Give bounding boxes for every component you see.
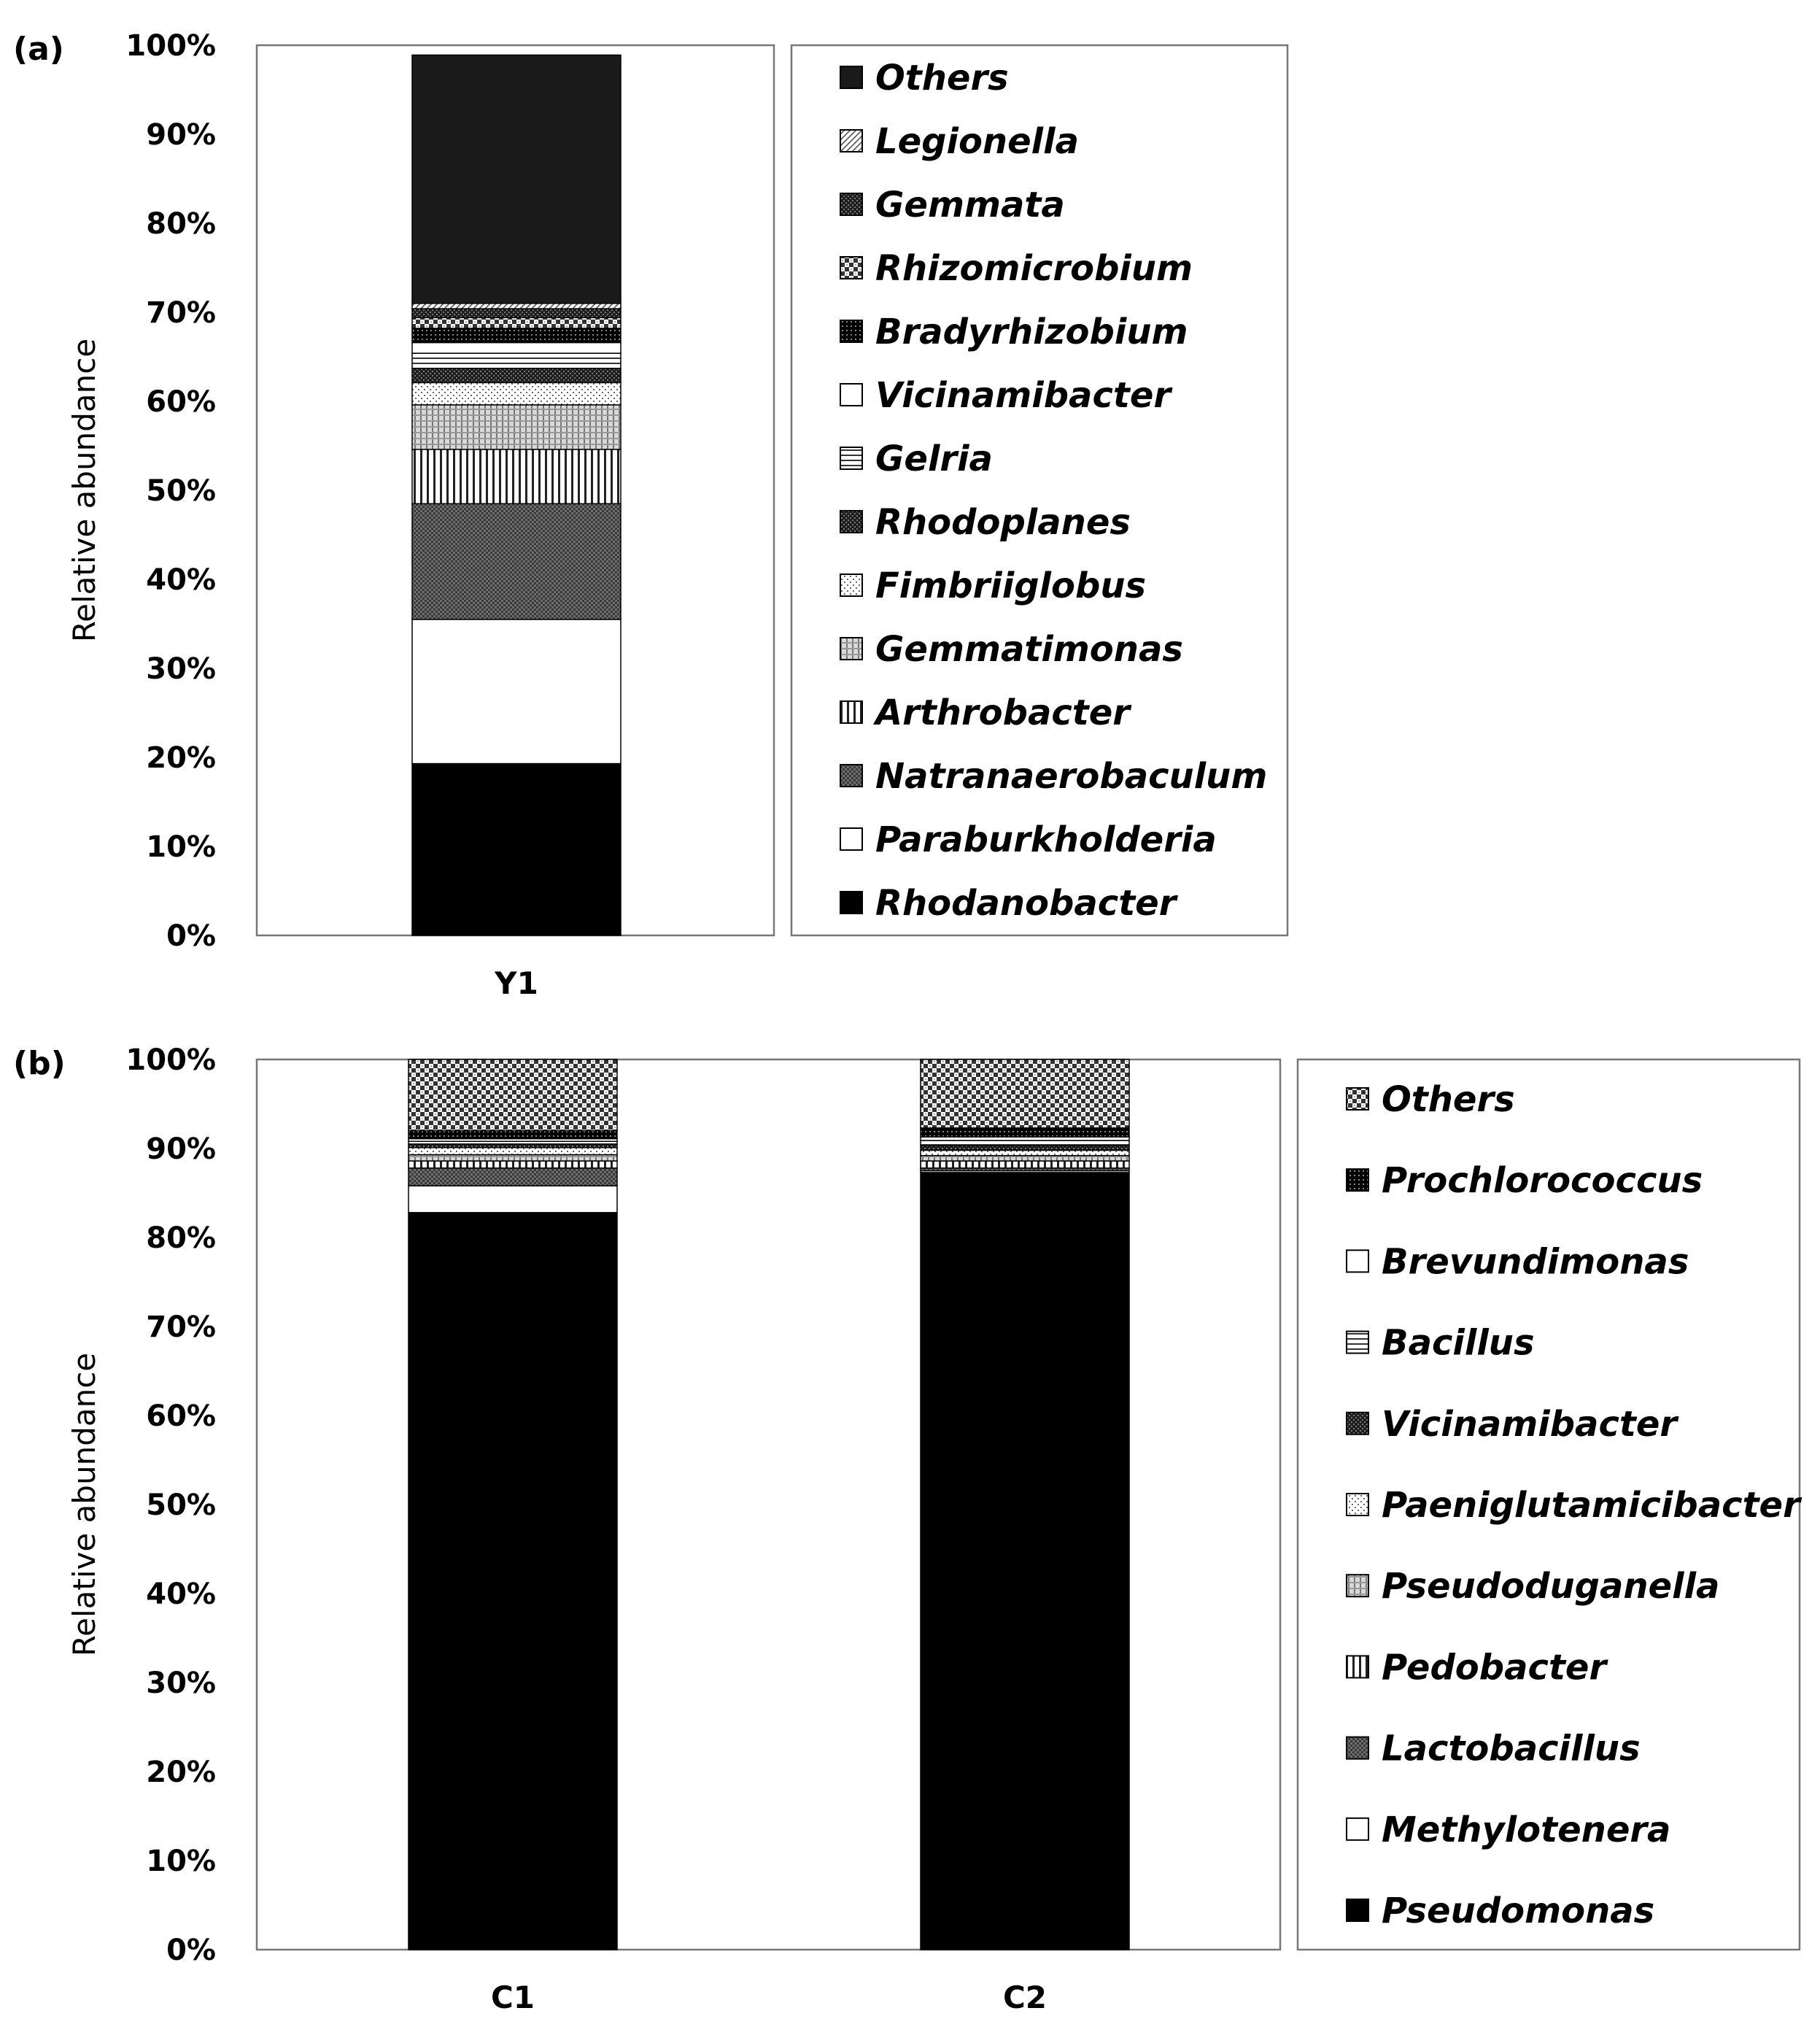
legend-label-gemmata: Gemmata (875, 185, 1065, 225)
legend-label-prochlorococcus: Prochlorococcus (1382, 1160, 1703, 1202)
y-tick-label: 20% (146, 1756, 216, 1789)
bar-segment-pseudoduganella (408, 1155, 617, 1162)
y-axis-label-a: Relative abundance (66, 338, 102, 643)
bar-segment-natranaerobaculum (412, 503, 621, 619)
legend-label-brevundimonas: Brevundimonas (1382, 1241, 1689, 1283)
y-tick-label: 30% (146, 1667, 216, 1700)
y-tick-label: 90% (146, 1132, 216, 1166)
legend-swatch-paeniglutamicibacter (1347, 1494, 1368, 1515)
bar-segment-fimbriiglobus (412, 382, 621, 405)
legend-swatch-others (840, 66, 862, 88)
bar-segment-others (921, 1059, 1129, 1128)
legend-label-pedobacter: Pedobacter (1382, 1647, 1607, 1688)
categories-a (494, 965, 538, 1001)
legend-swatch-methylotenera (1347, 1818, 1368, 1840)
legend-label-natranaerobaculum: Natranaerobaculum (875, 756, 1268, 797)
y-ticks-b (125, 1043, 216, 1967)
legend-swatch-legionella (840, 130, 862, 152)
bar-segment-lactobacillus (408, 1168, 617, 1186)
bar-segment-pedobacter (921, 1161, 1129, 1168)
categories-b (491, 1980, 1047, 2015)
legend-swatch-vicinamibacter (1347, 1413, 1368, 1434)
legend-swatch-vicinamibacter (840, 384, 862, 406)
legend-label-vicinamibacter: Vicinamibacter (875, 375, 1172, 416)
legend-swatch-rhizomicrobium (840, 257, 862, 279)
y-tick-label: 0% (166, 919, 216, 953)
bar-segment-rhodanobacter (412, 764, 621, 935)
y-tick-label: 80% (146, 207, 216, 241)
legend-swatch-others (1347, 1088, 1368, 1110)
bar-segment-prochlorococcus (408, 1131, 617, 1139)
category-label: C1 (490, 1980, 535, 2015)
legend-swatch-pseudoduganella (1347, 1575, 1368, 1596)
bar-segment-legionella (412, 304, 621, 309)
y-tick-label: 60% (146, 1399, 216, 1433)
legend-swatch-bacillus (1347, 1332, 1368, 1354)
bar-segment-gelria (412, 353, 621, 368)
panel-label-a: (a) (13, 31, 64, 68)
bar-segment-paraburkholderia (412, 619, 621, 764)
legend-label-gemmatimonas: Gemmatimonas (875, 629, 1183, 670)
legend-label-bradyrhizobium: Bradyrhizobium (875, 312, 1188, 352)
bars-a (412, 55, 621, 935)
legend-label-arthrobacter: Arthrobacter (875, 692, 1130, 733)
legend-label-pseudoduganella: Pseudoduganella (1382, 1566, 1720, 1607)
bar-segment-rhodoplanes (412, 368, 621, 383)
legend-label-vicinamibacter: Vicinamibacter (1382, 1403, 1678, 1445)
legend-swatch-gemmatimonas (840, 638, 862, 660)
legend-swatch-pseudomonas (1347, 1899, 1368, 1921)
bar-segment-others (412, 55, 621, 303)
legend-label-paraburkholderia: Paraburkholderia (875, 819, 1217, 860)
legend-label-lactobacillus: Lactobacillus (1382, 1728, 1641, 1769)
bar-segment-paeniglutamicibacter (408, 1148, 617, 1155)
panel-b (13, 1043, 1802, 2015)
y-tick-label: 60% (146, 385, 216, 419)
y-tick-label: 70% (146, 296, 216, 330)
legend-label-paeniglutamicibacter: Paeniglutamicibacter (1382, 1485, 1800, 1526)
legend-label-fimbriiglobus: Fimbriiglobus (875, 565, 1147, 606)
legend-label-bacillus: Bacillus (1382, 1322, 1535, 1364)
y-tick-label: 50% (146, 474, 216, 508)
bar-segment-pseudomonas (921, 1173, 1129, 1950)
bar-segment-gemmata (412, 309, 621, 317)
bar-segment-gemmatimonas (412, 405, 621, 449)
legend-swatch-pedobacter (1347, 1656, 1368, 1677)
legend-label-rhodanobacter: Rhodanobacter (875, 883, 1177, 924)
legend-label-others: Others (1382, 1079, 1515, 1120)
legend-swatch-rhodanobacter (840, 892, 862, 914)
legend-swatch-fimbriiglobus (840, 574, 862, 596)
legend-label-rhodoplanes: Rhodoplanes (875, 502, 1131, 543)
y-tick-label: 100% (125, 1043, 216, 1077)
bar-segment-bacillus (921, 1140, 1129, 1146)
bar-segment-pseudoduganella (921, 1156, 1129, 1161)
y-tick-label: 30% (146, 652, 216, 686)
y-tick-label: 100% (125, 29, 216, 63)
legend-swatch-bradyrhizobium (840, 320, 862, 342)
y-tick-label: 90% (146, 118, 216, 152)
bar-segment-prochlorococcus (921, 1128, 1129, 1137)
bar-segment-methylotenera (408, 1186, 617, 1213)
y-tick-label: 40% (146, 563, 216, 597)
y-ticks-a (125, 29, 216, 953)
legend-swatch-rhodoplanes (840, 511, 862, 533)
y-tick-label: 10% (146, 830, 216, 864)
y-tick-label: 80% (146, 1221, 216, 1255)
legend-label-pseudomonas: Pseudomonas (1382, 1891, 1655, 1931)
legend-swatch-lactobacillus (1347, 1737, 1368, 1759)
bar-segment-others (408, 1059, 617, 1131)
legend-swatch-gemmata (840, 193, 862, 215)
bar-segment-bradyrhizobium (412, 328, 621, 343)
legend-a (791, 45, 1287, 935)
legend-swatch-brevundimonas (1347, 1250, 1368, 1272)
bar-segment-pedobacter (408, 1161, 617, 1168)
legend-swatch-gelria (840, 447, 862, 469)
legend-label-methylotenera: Methylotenera (1382, 1809, 1671, 1850)
bar-segment-vicinamibacter (921, 1146, 1129, 1150)
legend-swatch-paraburkholderia (840, 828, 862, 850)
category-label: Y1 (495, 965, 538, 1001)
legend-swatch-prochlorococcus (1347, 1169, 1368, 1191)
bar-segment-vicinamibacter (412, 342, 621, 353)
panel-label-b: (b) (13, 1045, 66, 1082)
category-label: C2 (1002, 1980, 1048, 2015)
y-tick-label: 20% (146, 741, 216, 775)
legend-label-others: Others (875, 58, 1009, 99)
y-tick-label: 10% (146, 1845, 216, 1878)
legend-label-legionella: Legionella (875, 121, 1079, 162)
bar-segment-pseudomonas (408, 1213, 617, 1950)
panel-a (13, 29, 1287, 1001)
legend-swatch-arthrobacter (840, 701, 862, 723)
y-axis-label-b: Relative abundance (66, 1352, 102, 1657)
y-tick-label: 0% (166, 1934, 216, 1967)
y-tick-label: 70% (146, 1310, 216, 1344)
legend-label-gelria: Gelria (875, 439, 993, 479)
legend-label-rhizomicrobium: Rhizomicrobium (875, 248, 1193, 289)
legend-swatch-natranaerobaculum (840, 765, 862, 787)
y-tick-label: 50% (146, 1488, 216, 1522)
bar-segment-arthrobacter (412, 449, 621, 503)
bar-segment-rhizomicrobium (412, 317, 621, 328)
bar-segment-paeniglutamicibacter (921, 1150, 1129, 1155)
y-tick-label: 40% (146, 1578, 216, 1611)
